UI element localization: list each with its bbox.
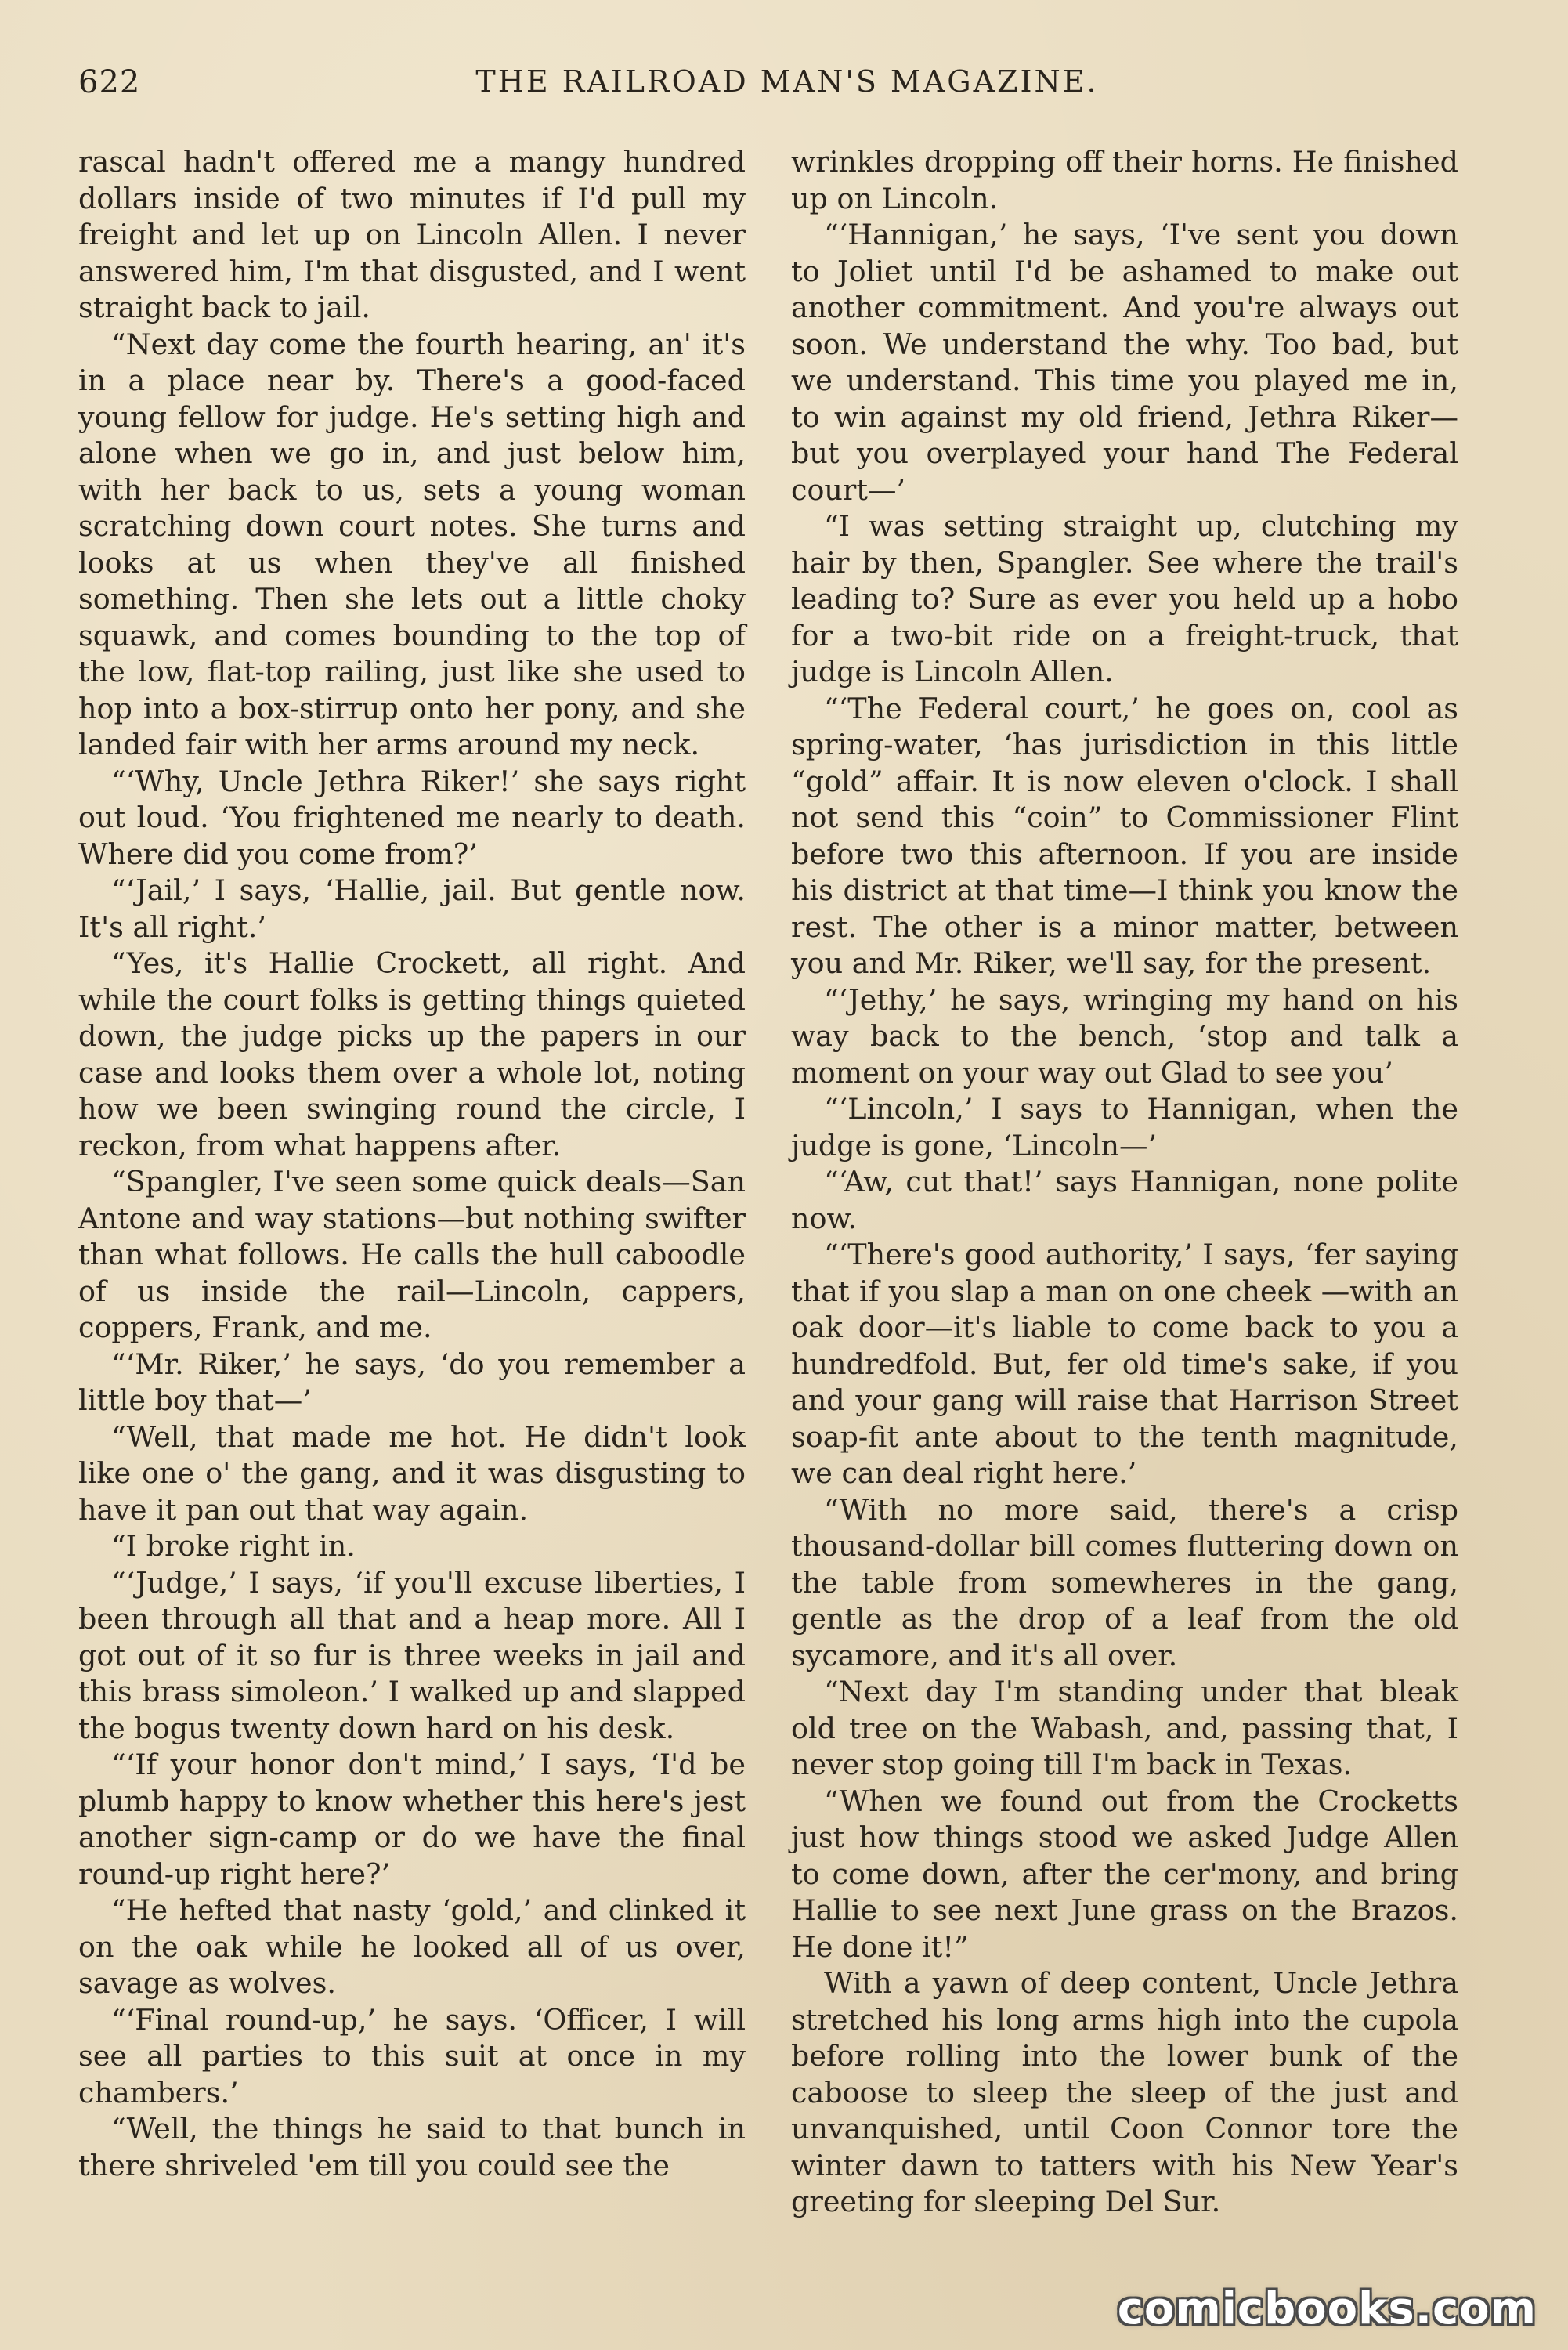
- site-watermark: comicbooks.com: [1117, 2283, 1537, 2334]
- paragraph: “He hefted that nasty ‘gold,’ and clinked it on the oak while he looked all of us over, savage as wolves.: [78, 1893, 746, 2000]
- paragraph: wrinkles dropping off their horns. He finished up on Lincoln.: [791, 145, 1458, 215]
- paragraph: “Next day come the fourth hearing, an' it's in a place near by. There's a good-faced young fellow for judge. He's setting high and alone when we go in, and just below him, with her back to us, sets a young woman scratching down court notes. She turns and looks at us when they've all finished something. Then she lets out a little choky squawk, and comes bounding to the top of the low, flat-top railing, just like she used to hop into a box-stirrup onto her pony, and she landed fair with her arms around my neck.: [78, 327, 746, 761]
- page-header: [78, 64, 1496, 111]
- paragraph: With a yawn of deep content, Uncle Jethra stretched his long arms high into the cupola before rolling into the lower bunk of the caboose to sleep the sleep of the just and unvanquished, until Coon Connor tore the winter dawn to tatters with his New Year's greeting for sleeping Del Sur.: [791, 1966, 1458, 2218]
- paragraph: “‘If your honor don't mind,’ I says, ‘I'd be plumb happy to know whether this here's jest another sign-camp or do we have the final round-up right here?’: [78, 1748, 746, 1891]
- right-column: [791, 144, 1458, 2221]
- paragraph: “With no more said, there's a crisp thousand-dollar bill comes fluttering down on the table from somewheres in the gang, gentle as the drop of a leaf from the old sycamore, and it's all over.: [791, 1492, 1458, 1672]
- paragraph: “‘Hannigan,’ he says, ‘I've sent you down to Joliet until I'd be ashamed to make out another commitment. And you're always out soon. We understand the why. Too bad, but we understand. This time you played me in, to win against my old friend, Jethra Riker—but you overplayed your hand The Federal court—’: [791, 218, 1458, 507]
- paragraph: “‘Jethy,’ he says, wringing my hand on his way back to the bench, ‘stop and talk a moment on your way out Glad to see you’: [791, 982, 1458, 1090]
- left-column: [78, 144, 746, 2184]
- paragraph: “Yes, it's Hallie Crockett, all right. And while the court folks is getting things quieted down, the judge picks up the papers in our case and looks them over a whole lot, noting how we been swinging round the circle, I reckon, from what happens after.: [78, 946, 746, 1162]
- paragraph: “‘The Federal court,’ he goes on, cool as spring-water, ‘has jurisdiction in this little “gold” affair. It is now eleven o'clock. I shall not send this “coin” to Commissioner Flint before two this afternoon. If you are inside his district at that time—I think you know the rest. The other is a minor matter, between you and Mr. Riker, we'll say, for the present.: [791, 691, 1458, 980]
- paragraph: “Well, that made me hot. He didn't look like one o' the gang, and it was disgusting to have it pan out that way again.: [78, 1419, 746, 1527]
- paragraph: “‘Mr. Riker,’ he says, ‘do you remember a little boy that—’: [78, 1347, 746, 1417]
- paragraph: “‘Judge,’ I says, ‘if you'll excuse liberties, I been through all that and a heap more. All I got out of it so fur is three weeks in jail and this brass simoleon.’ I walked up and slapped the bogus twenty down hard on his desk.: [78, 1565, 746, 1745]
- running-head-title: THE RAILROAD MAN'S MAGAZINE.: [475, 64, 1099, 99]
- page-number: 622: [78, 64, 141, 100]
- paragraph: “‘There's good authority,’ I says, ‘fer saying that if you slap a man on one cheek —with an oak door—it's liable to come back to you a hundredfold. But, fer old time's sake, if you and your gang will raise that Harrison Street soap-fit ante about to the tenth magnitude, we can deal right here.’: [791, 1238, 1458, 1490]
- paragraph: “‘Lincoln,’ I says to Hannigan, when the judge is gone, ‘Lincoln—’: [791, 1092, 1458, 1162]
- paragraph: “Spangler, I've seen some quick deals—San Antone and way stations—but nothing swifter than what follows. He calls the hull caboodle of us inside the rail—Lincoln, cappers, coppers, Frank, and me.: [78, 1165, 746, 1344]
- paragraph: “When we found out from the Crocketts just how things stood we asked Judge Allen to come down, after the cer'mony, and bring Hallie to see next June grass on the Brazos. He done it!”: [791, 1784, 1458, 1964]
- paragraph: “I was setting straight up, clutching my hair by then, Spangler. See where the trail's leading to? Sure as ever you held up a hobo for a two-bit ride on a freight-truck, that judge is Lincoln Allen.: [791, 509, 1458, 689]
- paragraph: rascal hadn't offered me a mangy hundred dollars inside of two minutes if I'd pull my freight and let up on Lincoln Allen. I never answered him, I'm that disgusted, and I went straight back to jail.: [78, 145, 746, 324]
- paragraph: “‘Why, Uncle Jethra Riker!’ she says right out loud. ‘You frightened me nearly to death. Where did you come from?’: [78, 764, 746, 871]
- paragraph: “‘Aw, cut that!’ says Hannigan, none polite now.: [791, 1165, 1458, 1235]
- paragraph: “‘Jail,’ I says, ‘Hallie, jail. But gentle now. It's all right.’: [78, 873, 746, 944]
- paragraph: “Next day I'm standing under that bleak old tree on the Wabash, and, passing that, I never stop going till I'm back in Texas.: [791, 1675, 1458, 1781]
- paragraph: “‘Final round-up,’ he says. ‘Officer, I will see all parties to this suit at once in my chambers.’: [78, 2002, 746, 2110]
- paragraph: “Well, the things he said to that bunch in there shriveled 'em till you could see the: [78, 2112, 746, 2182]
- paragraph: “I broke right in.: [111, 1529, 356, 1563]
